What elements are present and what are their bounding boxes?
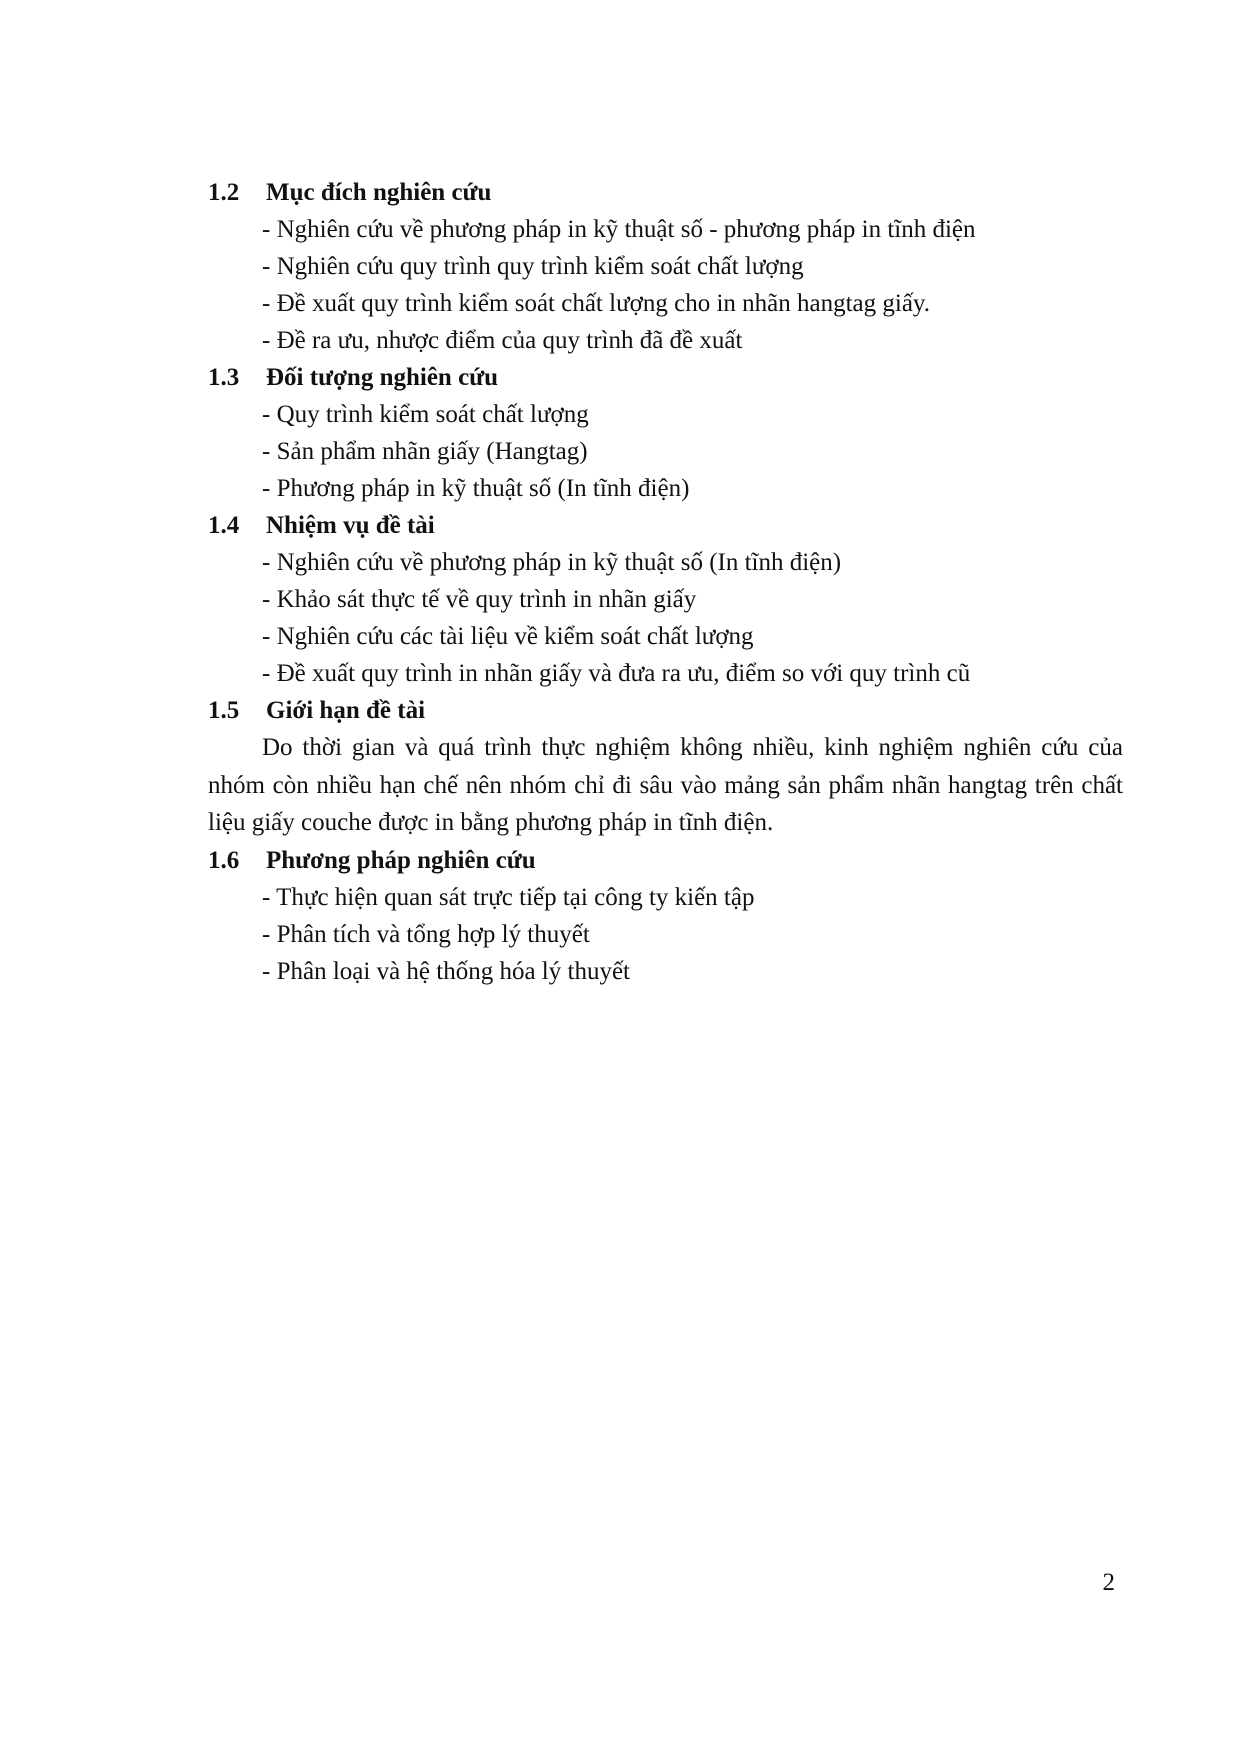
list-item: - Sản phẩm nhãn giấy (Hangtag) <box>262 438 588 465</box>
body-paragraph: Do thời gian và quá trình thực nghiệm không nhiều, kinh nghiệm nghiên cứu của nhóm còn nhiều hạn chế nên nhóm chỉ đi sâu vào mảng sản phẩm nhãn hangtag trên chất liệu giấy couche được in bằng phương pháp in tĩnh điện. <box>208 734 1123 836</box>
section-project-tasks <box>208 507 1123 692</box>
section-number: 1.4 <box>208 512 240 539</box>
section-heading <box>208 692 1123 729</box>
section-title: Mục đích nghiên cứu <box>266 179 492 206</box>
section-number: 1.6 <box>208 846 240 874</box>
list-item: - Nghiên cứu quy trình quy trình kiểm soát chất lượng <box>262 253 804 280</box>
section-number: 1.3 <box>208 364 240 391</box>
list-item: - Phân loại và hệ thống hóa lý thuyết <box>262 957 630 985</box>
section-research-subject <box>208 359 1123 507</box>
page-number: 2 <box>1102 1569 1115 1596</box>
list-item: - Nghiên cứu về phương pháp in kỹ thuật số - phương pháp in tĩnh điện <box>262 216 976 243</box>
list-item: - Thực hiện quan sát trực tiếp tại công ty kiến tập <box>262 883 755 911</box>
section-heading <box>208 507 1123 544</box>
list-item: - Phương pháp in kỹ thuật số (In tĩnh điện) <box>262 475 690 502</box>
section-heading <box>208 174 1123 211</box>
section-title: Phương pháp nghiên cứu <box>266 846 536 874</box>
list-item: - Nghiên cứu về phương pháp in kỹ thuật số (In tĩnh điện) <box>262 549 842 576</box>
list-item: - Đề ra ưu, nhược điểm của quy trình đã đề xuất <box>262 327 743 354</box>
list-item: - Đề xuất quy trình kiểm soát chất lượng cho in nhãn hangtag giấy. <box>262 290 931 317</box>
list-item: - Phân tích và tổng hợp lý thuyết <box>262 920 590 948</box>
list-item: - Nghiên cứu các tài liệu về kiểm soát chất lượng <box>262 623 754 650</box>
section-research-purpose <box>208 174 1123 359</box>
section-heading <box>208 842 1123 879</box>
section-research-methods <box>208 842 1123 990</box>
section-title: Đối tượng nghiên cứu <box>266 364 499 391</box>
list-item: - Quy trình kiểm soát chất lượng <box>262 401 589 428</box>
page-content <box>208 174 1123 990</box>
section-title: Nhiệm vụ đề tài <box>266 512 435 539</box>
section-number: 1.5 <box>208 697 240 724</box>
list-item: - Khảo sát thực tế về quy trình in nhãn giấy <box>262 586 697 613</box>
section-project-scope <box>208 692 1123 842</box>
section-title: Giới hạn đề tài <box>266 697 426 724</box>
section-number: 1.2 <box>208 179 240 206</box>
section-heading <box>208 359 1123 396</box>
list-item: - Đề xuất quy trình in nhãn giấy và đưa ra ưu, điểm so với quy trình cũ <box>262 660 971 687</box>
